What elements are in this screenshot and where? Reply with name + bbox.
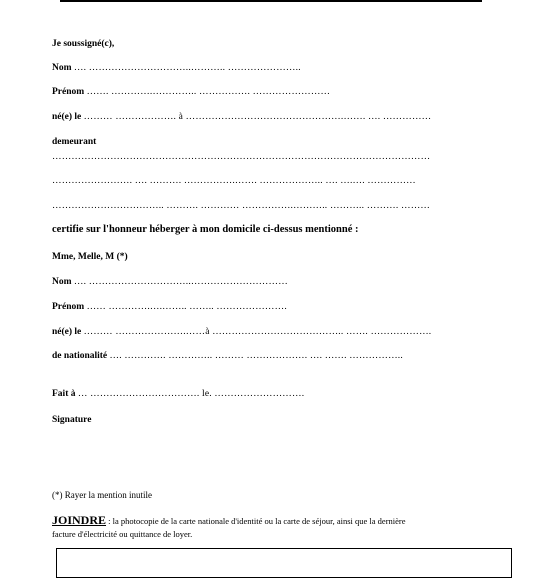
field-naissance-1[interactable] [52, 111, 431, 123]
field-prenom-2[interactable] [52, 301, 287, 313]
footnote: (*) Rayer la mention inutile [52, 490, 152, 500]
field-demeurant-line-2[interactable]: ……………………. …. ………. …………….……. ……………….. …. ….…. …………… [52, 176, 416, 186]
field-label: de nationalité [52, 351, 108, 361]
field-demeurant-label: demeurant [52, 137, 97, 147]
joindre-text-2: facture d'électricité ou quittance de loyer. [52, 529, 193, 539]
field-nom-1[interactable] [52, 62, 301, 74]
field-dots: …… ………….….…….. …….. …………………. [86, 302, 287, 312]
field-nationalite[interactable] [52, 350, 403, 362]
signature-label: Signature [52, 415, 92, 425]
field-label: Prénom [52, 302, 85, 312]
field-label: Fait à [52, 389, 76, 399]
field-dots: ……… ………………. à ………………………………………….……. …. …………… [83, 112, 432, 122]
field-prenom-1[interactable] [52, 86, 330, 98]
certify-statement: certifie sur l'honneur héberger à mon domicile ci-dessus mentionné : [52, 224, 359, 235]
field-dots: ……. ………….………….. ……………. …………………… [86, 87, 331, 97]
field-label: né(e) le [52, 327, 82, 337]
field-demeurant-line-1[interactable]: ……………………………………………………………………………………………………… [52, 152, 431, 162]
field-label: Nom [52, 63, 72, 73]
civility-line: Mme, Melle, M (*) [52, 252, 128, 262]
field-label: Nom [52, 277, 72, 287]
field-dots: …. …………………………..……….. ………………….. [73, 63, 301, 73]
joindre-text-1: : la photocopie de la carte nationale d'identité ou la carte de séjour, ainsi que la dernière [106, 516, 406, 526]
bottom-frame [56, 548, 512, 578]
header-line: Je soussigné(c), [52, 39, 115, 49]
field-demeurant-line-3[interactable]: …………………………….. ………. ………… …………….……….. ……….. ………. ……… [52, 201, 431, 211]
field-nom-2[interactable] [52, 276, 288, 288]
joindre-block [52, 514, 406, 528]
field-naissance-2[interactable] [52, 326, 431, 338]
field-fait-a[interactable] [52, 388, 304, 400]
joindre-label: JOINDRE [52, 513, 107, 527]
field-dots: …. …………………………..………………………… [73, 277, 288, 287]
field-label: Prénom [52, 87, 85, 97]
field-dots: … ……………………………. le. ………………………. [77, 389, 305, 399]
field-label: né(e) le [52, 112, 82, 122]
header-frame [60, 0, 482, 2]
field-dots: …. …………. ………….. ……… ………………. …. ……. …………….. [109, 351, 403, 361]
field-dots: ……… ………………….……à ………………………………….. ……. ………………. [83, 327, 432, 337]
